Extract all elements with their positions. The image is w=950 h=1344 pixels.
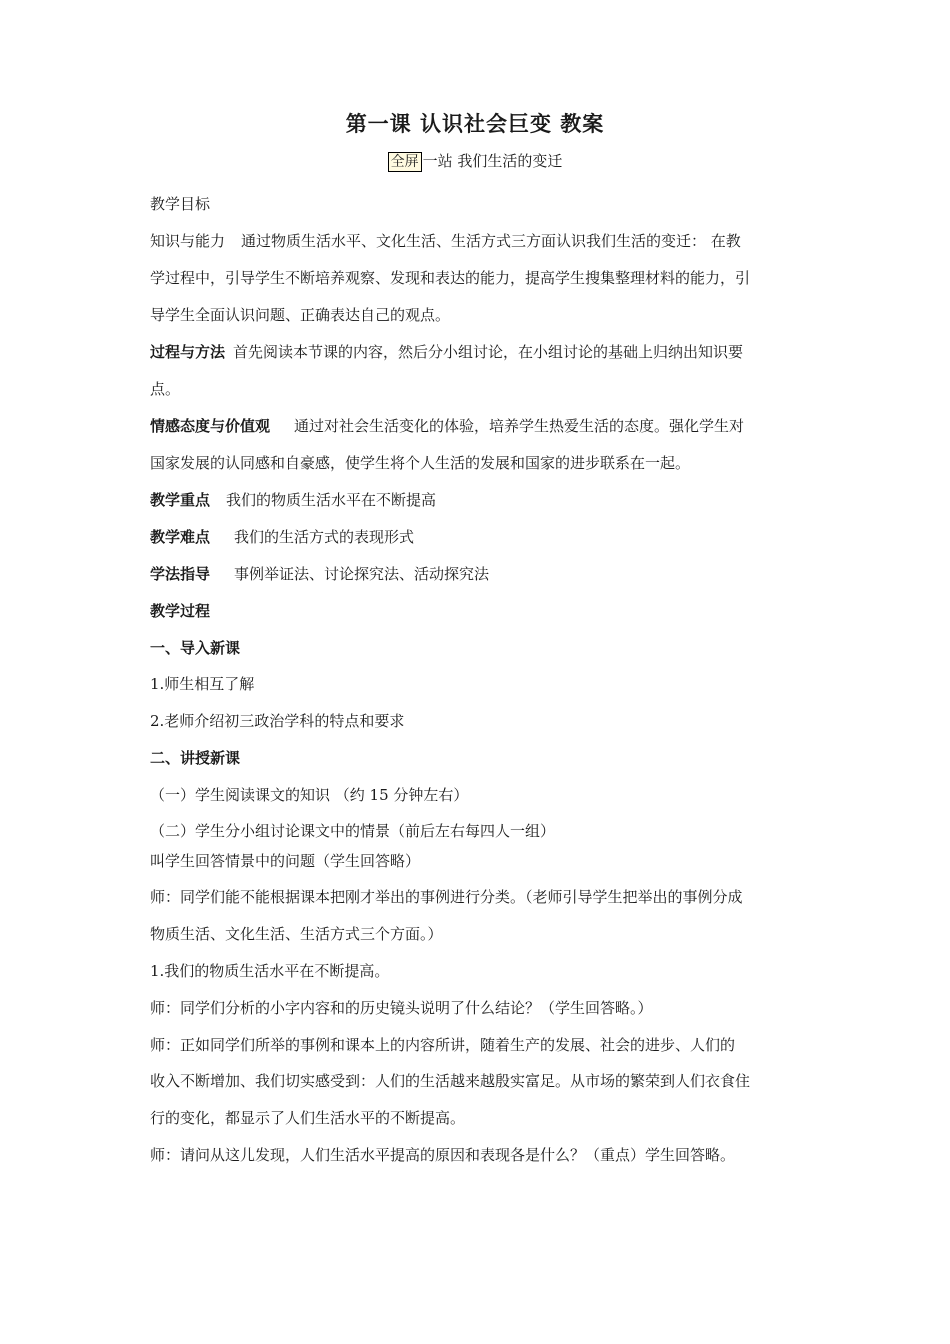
difficulty-label: 教学难点 bbox=[150, 528, 211, 546]
key-point-label: 教学重点 bbox=[150, 491, 211, 509]
key-point-line bbox=[150, 489, 810, 510]
emotion-text-1: 通过对社会生活变化的体验，培养学生热爱生活的态度。强化学生对 bbox=[294, 417, 745, 435]
knowledge-line-3: 导学生全面认识问题、正确表达自己的观点。 bbox=[150, 306, 451, 324]
knowledge-label: 知识与能力 bbox=[150, 232, 226, 250]
difficulty-line bbox=[150, 526, 810, 547]
section2-line-9: 收入不断增加、我们切实感受到：人们的生活越来越殷实富足。从市场的繁荣到人们衣食住 bbox=[150, 1072, 751, 1090]
goals-heading: 教学目标 bbox=[150, 195, 211, 213]
section2-line-5: 物质生活、文化生活、生活方式三个方面。） bbox=[150, 925, 443, 943]
procedure-heading: 教学过程 bbox=[150, 602, 211, 620]
emotion-line-2: 国家发展的认同感和自豪感，使学生将个人生活的发展和国家的进步联系在一起。 bbox=[150, 454, 691, 472]
subtitle-text: 一站 我们生活的变迁 bbox=[422, 152, 563, 170]
process-label: 过程与方法 bbox=[150, 343, 226, 361]
section2-line-3: 叫学生回答情景中的问题（学生回答略） bbox=[150, 852, 421, 870]
method-text: 事例举证法、讨论探究法、活动探究法 bbox=[234, 565, 490, 583]
method-label: 学法指导 bbox=[150, 565, 211, 583]
fullscreen-button[interactable]: 全屏 bbox=[388, 152, 422, 172]
process-line-2: 点。 bbox=[150, 380, 181, 398]
section2-line-4: 师：同学们能不能根据课本把刚才举出的事例进行分类。（老师引导学生把举出的事例分成 bbox=[150, 888, 743, 906]
section2-item-2: （二）学生分小组讨论课文中的情景（前后左右每四人一组） bbox=[150, 822, 556, 840]
process-line-1 bbox=[150, 341, 810, 362]
section2-heading: 二、讲授新课 bbox=[150, 749, 241, 767]
section1-item-2: 2.老师介绍初三政治学科的特点和要求 bbox=[150, 712, 405, 730]
emotion-line-1 bbox=[150, 415, 810, 436]
knowledge-line-1 bbox=[150, 230, 810, 251]
section2-line-7: 师：同学们分析的小字内容和的历史镜头说明了什么结论？（学生回答略。） bbox=[150, 999, 653, 1017]
knowledge-line-2: 学过程中，引导学生不断培养观察、发现和表达的能力，提高学生搜集整理材料的能力，引 bbox=[150, 269, 751, 287]
section2-line-10: 行的变化，都显示了人们生活水平的不断提高。 bbox=[150, 1109, 466, 1127]
difficulty-text: 我们的生活方式的表现形式 bbox=[234, 528, 415, 546]
key-point-text: 我们的物质生活水平在不断提高 bbox=[226, 491, 437, 509]
page-title: 第一课 认识社会巨变 教案 bbox=[345, 112, 605, 136]
knowledge-text-1: 通过物质生活水平、文化生活、生活方式三方面认识我们生活的变迁： 在教 bbox=[241, 232, 741, 250]
section2-line-6: 1.我们的物质生活水平在不断提高。 bbox=[150, 962, 390, 980]
section2-line-11: 师：请问从这儿发现，人们生活水平提高的原因和表现各是什么？（重点）学生回答略。 bbox=[150, 1146, 736, 1164]
section1-heading: 一、导入新课 bbox=[150, 639, 241, 657]
section2-line-8: 师：正如同学们所举的事例和课本上的内容所讲，随着生产的发展、社会的进步、人们的 bbox=[150, 1036, 736, 1054]
section1-item-1: 1.师生相互了解 bbox=[150, 675, 255, 693]
section2-item-1: （一）学生阅读课文的知识 （约 15 分钟左右） bbox=[150, 786, 469, 804]
subtitle bbox=[0, 150, 950, 172]
process-text-1: 首先阅读本节课的内容，然后分小组讨论，在小组讨论的基础上归纳出知识要 bbox=[233, 343, 744, 361]
method-line bbox=[150, 563, 810, 584]
emotion-label: 情感态度与价值观 bbox=[150, 417, 271, 435]
